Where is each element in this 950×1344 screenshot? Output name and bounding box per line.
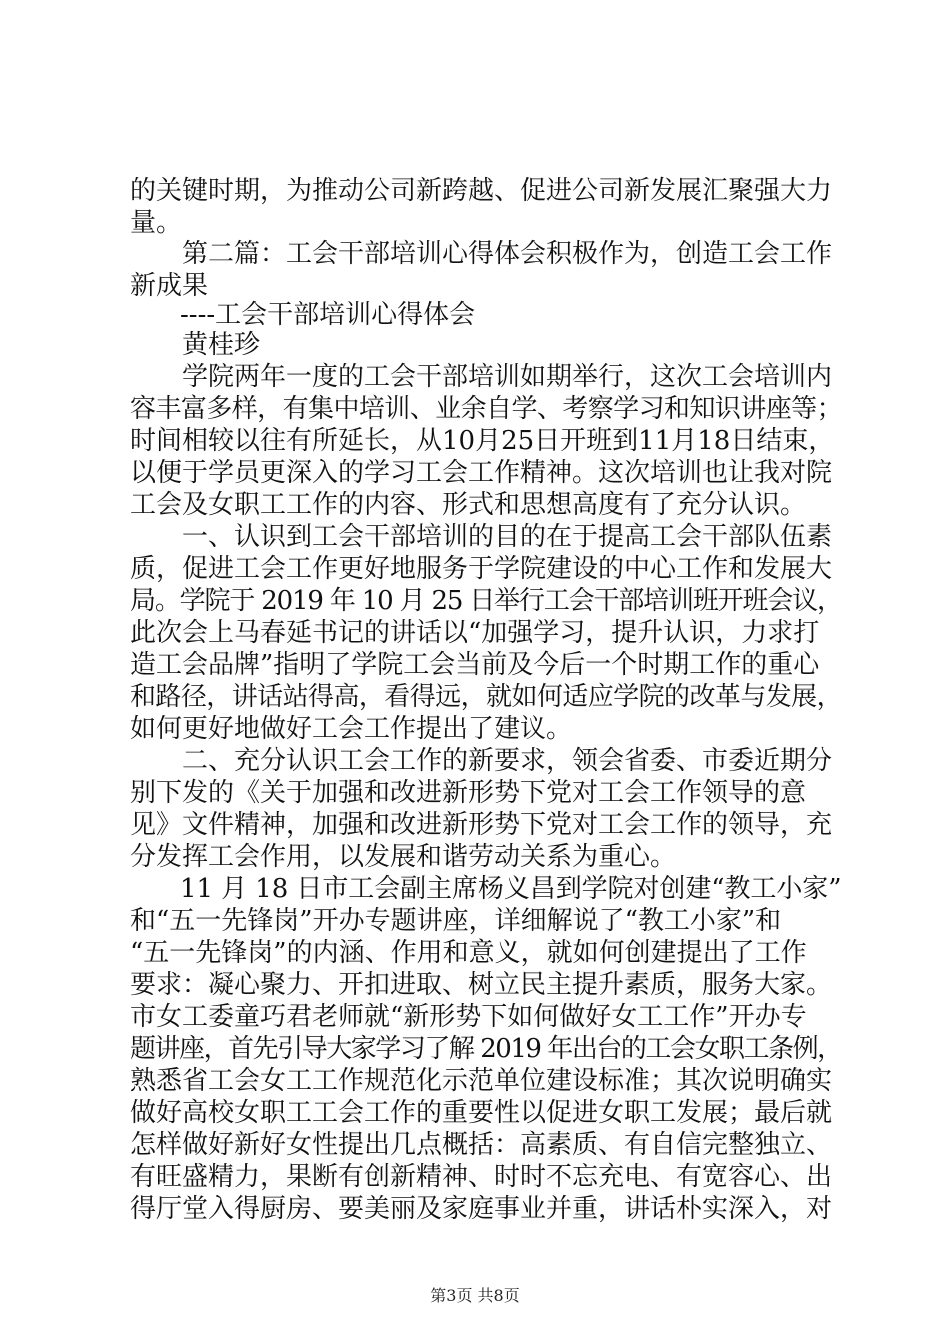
text-line: 以便于学员更深入的学习工会工作精神。这次培训也让我对院 xyxy=(130,458,833,488)
text-line: 得厅堂入得厨房、要美丽及家庭事业并重，讲话朴实深入，对 xyxy=(130,1194,833,1224)
text-line: 见》文件精神，加强和改进新形势下党对工会工作的领导，充 xyxy=(130,810,833,840)
text-line: 题讲座，首先引导大家学习了解 2019 年出台的工会女职工条例， xyxy=(130,1034,842,1064)
text-line: 市女工委童巧君老师就“新形势下如何做好女工工作”开办专 xyxy=(130,1002,807,1032)
text-line: 11 月 18 日市工会副主席杨义昌到学院对创建“教工小家” xyxy=(180,874,842,904)
text-line: 时间相较以往有所延长，从10月25日开班到11月18日结束， xyxy=(130,426,835,456)
text-line: ----工会干部培训心得体会 xyxy=(180,300,476,330)
text-line: 量。 xyxy=(130,208,183,238)
text-line: 学院两年一度的工会干部培训如期举行，这次工会培训内 xyxy=(182,362,833,392)
text-line: 此次会上马春延书记的讲话以“加强学习，提升认识，力求打 xyxy=(130,618,820,648)
text-line: 和路径，讲话站得高，看得远，就如何适应学院的改革与发展， xyxy=(130,682,843,712)
text-line: 黄桂珍 xyxy=(182,330,261,360)
text-line: 和“五一先锋岗”开办专题讲座，详细解说了“教工小家”和 xyxy=(130,906,782,936)
text-line: 容丰富多样，有集中培训、业余自学、考察学习和知识讲座等； xyxy=(130,394,843,424)
text-line: 别下发的《关于加强和改进新形势下党对工会工作领导的意 xyxy=(130,778,807,808)
text-line: 质，促进工会工作更好地服务于学院建设的中心工作和发展大 xyxy=(130,554,833,584)
text-line: 要求：凝心聚力、开扣进取、树立民主提升素质，服务大家。 xyxy=(130,970,833,1000)
text-line: 熟悉省工会女工工作规范化示范单位建设标准；其次说明确实 xyxy=(130,1066,833,1096)
text-line: 第二篇：工会干部培训心得体会积极作为，创造工会工作 xyxy=(182,239,833,269)
text-line: 有旺盛精力，果断有创新精神、时时不忘充电、有宽容心、出 xyxy=(130,1162,833,1192)
text-line: 造工会品牌”指明了学院工会当前及今后一个时期工作的重心 xyxy=(130,650,820,680)
text-line: 分发挥工会作用，以发展和谐劳动关系为重心。 xyxy=(130,842,677,872)
text-line: 怎样做好新好女性提出几点概括：高素质、有自信完整独立、 xyxy=(130,1130,833,1160)
text-line: 新成果 xyxy=(130,271,209,301)
text-line: 局。学院于 2019 年 10 月 25 日举行工会干部培训班开班会议， xyxy=(130,586,842,616)
text-line: 一、认识到工会干部培训的目的在于提高工会干部队伍素 xyxy=(182,522,833,552)
text-line: 如何更好地做好工会工作提出了建议。 xyxy=(130,714,573,744)
text-line: 做好高校女职工工会工作的重要性以促进女职工发展；最后就 xyxy=(130,1098,833,1128)
page-footer: 第3页 共8页 xyxy=(430,1286,520,1305)
text-line: “五一先锋岗”的内涵、作用和意义，就如何创建提出了工作 xyxy=(130,938,807,968)
text-line: 的关键时期，为推动公司新跨越、促进公司新发展汇聚强大力 xyxy=(130,176,833,206)
text-line: 工会及女职工工作的内容、形式和思想高度有了充分认识。 xyxy=(130,490,807,520)
text-line: 二、充分认识工会工作的新要求，领会省委、市委近期分 xyxy=(182,746,833,776)
